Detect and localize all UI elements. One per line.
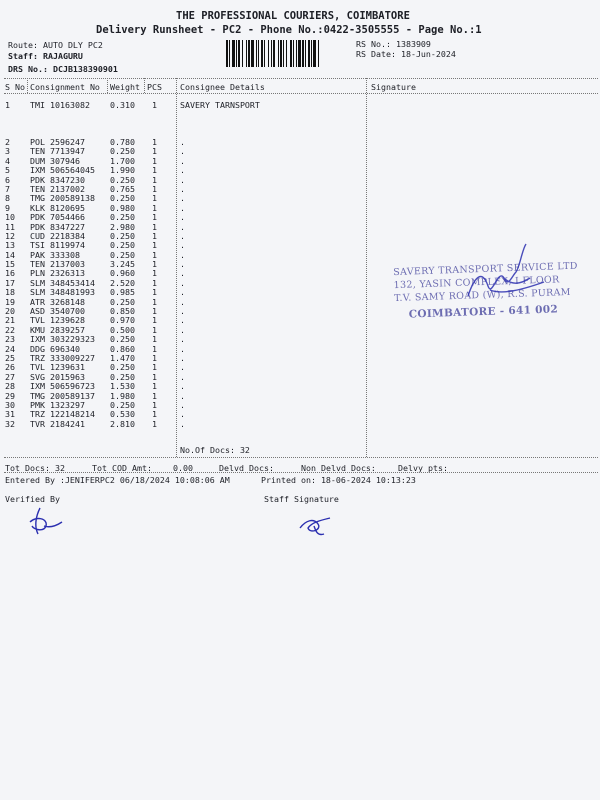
staff-signature-label: Staff Signature bbox=[264, 494, 339, 504]
runsheet-title: Delivery Runsheet - PC2 - Phone No.:0422-3505555 - Page No.:1 bbox=[96, 24, 482, 36]
row-consignment: PAK 333308 bbox=[30, 249, 80, 260]
col-header-consignment: Consignment No bbox=[30, 82, 100, 92]
row-consignee: . bbox=[180, 268, 185, 279]
row-sno: 29 bbox=[5, 390, 15, 401]
row-consignment: POL 2596247 bbox=[30, 137, 85, 147]
row-pcs: 1 bbox=[152, 249, 157, 260]
route-label: Route: AUTO DLY PC2 bbox=[8, 40, 103, 50]
row-consignment: PLN 2326313 bbox=[30, 268, 85, 279]
row-weight: 0.250 bbox=[110, 146, 135, 157]
row-pcs: 1 bbox=[152, 212, 157, 223]
row-consignee: . bbox=[180, 212, 185, 223]
row-pcs: 1 bbox=[152, 371, 157, 382]
row-sno: 18 bbox=[5, 287, 15, 298]
stamp-line: 132, YASIN COMPLEX, I FLOOR bbox=[393, 274, 560, 292]
row-pcs: 1 bbox=[152, 315, 157, 326]
row-pcs: 1 bbox=[152, 100, 157, 110]
row-consignee: . bbox=[180, 390, 185, 401]
row-consignee: . bbox=[180, 287, 185, 298]
row-consignment: PDK 7054466 bbox=[30, 212, 85, 223]
row-weight: 0.250 bbox=[110, 212, 135, 223]
row-pcs: 1 bbox=[152, 277, 157, 288]
row-consignment: TVL 1239628 bbox=[30, 315, 85, 326]
row-consignment: PMK 1323297 bbox=[30, 399, 85, 410]
row-pcs: 1 bbox=[152, 221, 157, 232]
row-consignment: PDK 8347230 bbox=[30, 174, 85, 185]
row-pcs: 1 bbox=[152, 306, 157, 317]
row-pcs: 1 bbox=[152, 193, 157, 204]
row-weight: 0.250 bbox=[110, 240, 135, 251]
receiver-signature bbox=[460, 238, 550, 308]
row-consignee: . bbox=[180, 418, 185, 429]
row-consignment: TEN 7713947 bbox=[30, 146, 85, 157]
row-sno: 14 bbox=[5, 249, 15, 260]
row-weight: 0.985 bbox=[110, 287, 135, 298]
stamp-line: COIMBATORE - 641 002 bbox=[408, 303, 559, 321]
row-sno: 26 bbox=[5, 362, 15, 373]
row-weight: 0.765 bbox=[110, 183, 135, 194]
row-consignee: . bbox=[180, 174, 185, 185]
row-sno: 31 bbox=[5, 409, 15, 420]
row-consignment: TMG 200589138 bbox=[30, 193, 95, 204]
row-pcs: 1 bbox=[152, 343, 157, 354]
row-consignee: . bbox=[180, 240, 185, 251]
row-consignee: . bbox=[180, 399, 185, 410]
staff-signature-mark bbox=[296, 512, 336, 538]
row-consignee: . bbox=[180, 183, 185, 194]
table-top-border bbox=[4, 78, 598, 79]
row-sno: 32 bbox=[5, 418, 15, 429]
row-weight: 1.990 bbox=[110, 165, 135, 176]
row-consignment: PDK 8347227 bbox=[30, 221, 85, 232]
row-pcs: 1 bbox=[152, 324, 157, 335]
row-weight: 0.250 bbox=[110, 371, 135, 382]
row-sno: 5 bbox=[5, 165, 10, 176]
row-consignee: . bbox=[180, 371, 185, 382]
row-consignee: . bbox=[180, 165, 185, 176]
row-consignee: . bbox=[180, 334, 185, 345]
row-pcs: 1 bbox=[152, 362, 157, 373]
row-sno: 21 bbox=[5, 315, 15, 326]
table-header-border bbox=[4, 93, 598, 94]
row-consignment: TMG 200589137 bbox=[30, 390, 95, 401]
row-sno: 28 bbox=[5, 381, 15, 392]
col-header-consignee: Consignee Details bbox=[180, 82, 265, 92]
row-pcs: 1 bbox=[152, 137, 157, 147]
row-consignment: TEN 2137002 bbox=[30, 183, 85, 194]
drs-number: DRS No.: DCJB138390901 bbox=[8, 64, 118, 74]
row-consignment: SVG 2015963 bbox=[30, 371, 85, 382]
row-sno: 2 bbox=[5, 137, 10, 147]
row-consignee: . bbox=[180, 381, 185, 392]
col-divider bbox=[144, 78, 145, 93]
row-consignee: . bbox=[180, 259, 185, 270]
row-consignee: . bbox=[180, 230, 185, 241]
row-pcs: 1 bbox=[152, 287, 157, 298]
row-consignee: . bbox=[180, 343, 185, 354]
row-weight: 0.250 bbox=[110, 249, 135, 260]
row-weight: 1.700 bbox=[110, 155, 135, 166]
row-consignment: TVL 1239631 bbox=[30, 362, 85, 373]
col-divider bbox=[107, 78, 108, 93]
row-consignee: . bbox=[180, 202, 185, 213]
row-consignment: CUD 2218384 bbox=[30, 230, 85, 241]
row-pcs: 1 bbox=[152, 146, 157, 157]
row-pcs: 1 bbox=[152, 183, 157, 194]
row-sno: 30 bbox=[5, 399, 15, 410]
row-pcs: 1 bbox=[152, 240, 157, 251]
row-sno: 23 bbox=[5, 334, 15, 345]
staff-label: Staff: RAJAGURU bbox=[8, 51, 83, 61]
stamp-line: SAVERY TRANSPORT SERVICE LTD bbox=[393, 260, 578, 279]
col-header-pcs: PCS bbox=[147, 82, 162, 92]
row-consignment: TRZ 122148214 bbox=[30, 409, 95, 420]
row-sno: 10 bbox=[5, 212, 15, 223]
row-pcs: 1 bbox=[152, 381, 157, 392]
row-weight: 1.470 bbox=[110, 352, 135, 363]
col-header-weight: Weight bbox=[110, 82, 140, 92]
row-pcs: 1 bbox=[152, 296, 157, 307]
row-weight: 0.250 bbox=[110, 362, 135, 373]
row-consignment: KLK 8120695 bbox=[30, 202, 85, 213]
row-weight: 0.250 bbox=[110, 193, 135, 204]
row-sno: 15 bbox=[5, 259, 15, 270]
row-pcs: 1 bbox=[152, 352, 157, 363]
row-weight: 2.520 bbox=[110, 277, 135, 288]
row-sno: 6 bbox=[5, 174, 10, 185]
tot-cod-label: Tot COD Amt: bbox=[92, 463, 152, 473]
row-consignment: TVR 2184241 bbox=[30, 418, 85, 429]
row-pcs: 1 bbox=[152, 418, 157, 429]
row-weight: 0.850 bbox=[110, 306, 135, 317]
row-consignment: ATR 3268148 bbox=[30, 296, 85, 307]
company-title: THE PROFESSIONAL COURIERS, COIMBATORE bbox=[176, 10, 410, 22]
row-consignment: IXM 506564045 bbox=[30, 165, 95, 176]
row-pcs: 1 bbox=[152, 155, 157, 166]
row-consignment: IXM 303229323 bbox=[30, 334, 95, 345]
row-sno: 13 bbox=[5, 240, 15, 251]
row-sno: 27 bbox=[5, 371, 15, 382]
row-sno: 11 bbox=[5, 221, 15, 232]
row-consignee: . bbox=[180, 324, 185, 335]
row-pcs: 1 bbox=[152, 334, 157, 345]
row-sno: 16 bbox=[5, 268, 15, 279]
row-weight: 2.980 bbox=[110, 221, 135, 232]
row-sno: 24 bbox=[5, 343, 15, 354]
printed-on: Printed on: 18-06-2024 10:13:23 bbox=[261, 475, 416, 485]
row-weight: 0.860 bbox=[110, 343, 135, 354]
table-row bbox=[4, 100, 368, 110]
row-pcs: 1 bbox=[152, 399, 157, 410]
row-pcs: 1 bbox=[152, 174, 157, 185]
row-weight: 1.530 bbox=[110, 381, 135, 392]
col-header-sno: S No bbox=[5, 82, 25, 92]
verified-by-label: Verified By bbox=[5, 494, 60, 504]
row-sno: 1 bbox=[5, 100, 10, 110]
row-weight: 0.250 bbox=[110, 174, 135, 185]
row-consignment: SLM 348453414 bbox=[30, 277, 95, 288]
row-consignee: . bbox=[180, 352, 185, 363]
delvy-pts: Delvy pts: bbox=[398, 463, 448, 473]
row-consignment: KMU 2839257 bbox=[30, 324, 85, 335]
row-consignee: . bbox=[180, 362, 185, 373]
verifier-signature bbox=[26, 504, 66, 538]
col-divider bbox=[27, 78, 28, 93]
table-row bbox=[4, 420, 368, 429]
rs-number: RS No.: 1383909 bbox=[356, 39, 431, 49]
row-pcs: 1 bbox=[152, 268, 157, 279]
row-weight: 0.310 bbox=[110, 100, 135, 110]
row-consignment: DDG 696340 bbox=[30, 343, 80, 354]
row-pcs: 1 bbox=[152, 259, 157, 270]
row-consignment: ASD 3540700 bbox=[30, 306, 85, 317]
row-consignee: . bbox=[180, 296, 185, 307]
row-weight: 0.530 bbox=[110, 409, 135, 420]
row-consignee: . bbox=[180, 193, 185, 204]
row-consignee: . bbox=[180, 146, 185, 157]
col-header-signature: Signature bbox=[371, 82, 416, 92]
tot-docs: Tot Docs: 32 bbox=[5, 463, 65, 473]
row-weight: 0.970 bbox=[110, 315, 135, 326]
row-sno: 25 bbox=[5, 352, 15, 363]
row-consignee: SAVERY TARNSPORT bbox=[180, 100, 260, 110]
row-pcs: 1 bbox=[152, 230, 157, 241]
row-sno: 8 bbox=[5, 193, 10, 204]
row-pcs: 1 bbox=[152, 202, 157, 213]
row-weight: 2.810 bbox=[110, 418, 135, 429]
row-consignment: TEN 2137003 bbox=[30, 259, 85, 270]
row-sno: 3 bbox=[5, 146, 10, 157]
row-sno: 12 bbox=[5, 230, 15, 241]
row-consignee: . bbox=[180, 221, 185, 232]
no-of-docs: No.Of Docs: 32 bbox=[180, 445, 250, 455]
row-sno: 19 bbox=[5, 296, 15, 307]
stamp-line: T.V. SAMY ROAD (W), R.S. PURAM bbox=[393, 286, 571, 305]
row-sno: 9 bbox=[5, 202, 10, 213]
row-consignee: . bbox=[180, 409, 185, 420]
row-weight: 0.980 bbox=[110, 202, 135, 213]
row-sno: 17 bbox=[5, 277, 15, 288]
row-consignee: . bbox=[180, 137, 185, 147]
row-consignee: . bbox=[180, 155, 185, 166]
consignment-list bbox=[4, 138, 368, 429]
row-pcs: 1 bbox=[152, 390, 157, 401]
row-weight: 3.245 bbox=[110, 259, 135, 270]
row-weight: 1.980 bbox=[110, 390, 135, 401]
table-bottom-border bbox=[4, 457, 598, 458]
row-consignment: DUM 307946 bbox=[30, 155, 80, 166]
row-weight: 0.960 bbox=[110, 268, 135, 279]
footer-divider bbox=[4, 472, 598, 473]
tot-cod-value: 0.00 bbox=[173, 463, 193, 473]
row-weight: 0.500 bbox=[110, 324, 135, 335]
row-consignment: TMI 10163082 bbox=[30, 100, 90, 110]
row-consignment: SLM 348481993 bbox=[30, 287, 95, 298]
row-consignee: . bbox=[180, 277, 185, 288]
row-weight: 0.250 bbox=[110, 399, 135, 410]
row-pcs: 1 bbox=[152, 409, 157, 420]
row-consignment: TSI 8119974 bbox=[30, 240, 85, 251]
non-delvd-docs: Non Delvd Docs: bbox=[301, 463, 376, 473]
barcode-graphic bbox=[226, 40, 348, 67]
row-weight: 0.250 bbox=[110, 296, 135, 307]
row-consignee: . bbox=[180, 315, 185, 326]
row-consignee: . bbox=[180, 249, 185, 260]
row-pcs: 1 bbox=[152, 165, 157, 176]
row-sno: 4 bbox=[5, 155, 10, 166]
row-weight: 0.250 bbox=[110, 230, 135, 241]
rs-date: RS Date: 18-Jun-2024 bbox=[356, 49, 456, 59]
row-sno: 22 bbox=[5, 324, 15, 335]
row-consignee: . bbox=[180, 306, 185, 317]
row-consignment: TRZ 333009227 bbox=[30, 352, 95, 363]
delvd-docs: Delvd Docs: bbox=[219, 463, 274, 473]
row-weight: 0.250 bbox=[110, 334, 135, 345]
row-consignment: IXM 506596723 bbox=[30, 381, 95, 392]
row-sno: 20 bbox=[5, 306, 15, 317]
row-weight: 0.780 bbox=[110, 137, 135, 147]
entered-by: Entered By :JENIFERPC2 06/18/2024 10:08:06 AM bbox=[5, 475, 230, 485]
row-sno: 7 bbox=[5, 183, 10, 194]
